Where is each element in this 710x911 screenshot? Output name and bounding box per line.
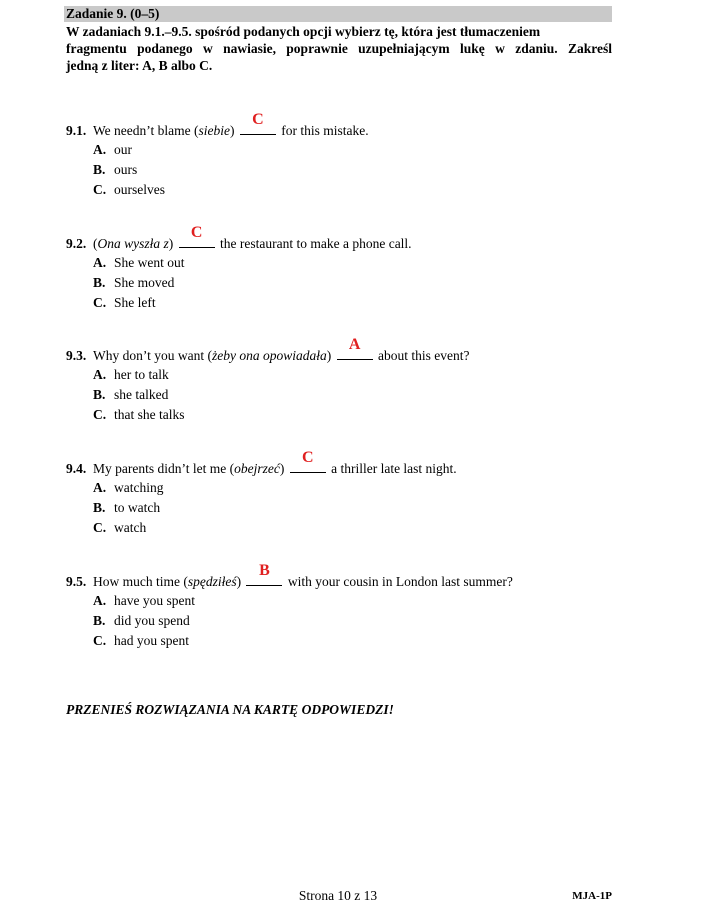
handwritten-answer: C: [252, 111, 264, 128]
option-text: had you spent: [114, 633, 189, 648]
option-letter: A.: [93, 142, 107, 157]
option-letter: B.: [93, 162, 106, 177]
option-text: have you spent: [114, 593, 195, 608]
option-text: that she talks: [114, 407, 185, 422]
option-a[interactable]: [93, 591, 626, 611]
answer-gap[interactable]: [290, 449, 326, 473]
transfer-answers-note: PRZENIEŚ ROZWIĄZANIA NA KARTĘ ODPOWIEDZI!: [66, 702, 394, 717]
option-a[interactable]: [93, 478, 626, 498]
question-number: 9.3.: [66, 348, 87, 363]
option-letter: A.: [93, 480, 107, 495]
instructions-line: W zadaniach 9.1.–9.5. spośród podanych opcji wybierz tę, która jest tłumaczeniem: [66, 24, 541, 39]
option-a[interactable]: [93, 140, 626, 160]
option-text: to watch: [114, 500, 161, 515]
option-letter: C.: [93, 295, 107, 310]
option-letter: C.: [93, 633, 107, 648]
option-c[interactable]: [93, 293, 626, 313]
stem-text: for this mistake.: [281, 123, 369, 138]
polish-hint: spędziłeś: [187, 574, 237, 589]
question-stem: [66, 449, 626, 478]
option-c[interactable]: [93, 631, 626, 651]
instructions-line: jedną z liter: A, B albo C.: [66, 58, 213, 73]
question-number: 9.1.: [66, 123, 87, 138]
question-9-2: [66, 224, 626, 313]
option-letter: B.: [93, 500, 106, 515]
task-title: Zadanie 9. (0–5): [66, 6, 160, 21]
stem-text: ): [326, 348, 332, 363]
polish-hint: Ona wyszła z: [97, 236, 169, 251]
option-letter: B.: [93, 613, 106, 628]
option-a[interactable]: [93, 253, 626, 273]
stem-text: My parents didn’t let me (: [93, 461, 235, 476]
option-b[interactable]: [93, 160, 626, 180]
stem-text: the restaurant to make a phone call.: [220, 236, 412, 251]
option-text: ourselves: [114, 182, 165, 197]
question-number: 9.2.: [66, 236, 87, 251]
stem-text: ): [230, 123, 235, 138]
question-number: 9.5.: [66, 574, 87, 589]
polish-hint: siebie: [198, 123, 230, 138]
option-text: she talked: [114, 387, 169, 402]
exam-code: MJA-1P: [572, 890, 612, 902]
instructions-line: fragmentu podanego w nawiasie, poprawnie uzupełniającym lukę w zdaniu. Zakreśl: [66, 41, 612, 56]
task-instructions: [66, 23, 612, 74]
option-a[interactable]: [93, 365, 626, 385]
option-text: ours: [114, 162, 138, 177]
option-text: She left: [114, 295, 156, 310]
option-text: her to talk: [114, 367, 169, 382]
stem-text: with your cousin in London last summer?: [287, 574, 513, 589]
option-c[interactable]: [93, 405, 626, 425]
option-letter: C.: [93, 520, 107, 535]
stem-text: a thriller late last night.: [331, 461, 457, 476]
option-b[interactable]: [93, 273, 626, 293]
option-text: She moved: [114, 275, 175, 290]
option-text: She went out: [114, 255, 185, 270]
polish-hint: żeby ona opowiadała: [211, 348, 327, 363]
option-letter: B.: [93, 275, 106, 290]
option-b[interactable]: [93, 385, 626, 405]
option-letter: A.: [93, 255, 107, 270]
question-9-4: [66, 449, 626, 538]
handwritten-answer: C: [190, 224, 203, 241]
option-text: our: [114, 142, 132, 157]
question-9-1: [66, 111, 626, 200]
polish-hint: obejrzeć: [234, 461, 280, 476]
question-9-3: [66, 336, 626, 425]
question-stem: [66, 336, 626, 365]
option-letter: B.: [93, 387, 106, 402]
stem-text: We needn’t blame (: [93, 123, 199, 138]
answer-gap[interactable]: [337, 336, 373, 360]
option-letter: A.: [93, 367, 107, 382]
handwritten-answer: A: [348, 336, 361, 353]
option-b[interactable]: [93, 498, 626, 518]
stem-text: about this event?: [377, 348, 470, 363]
answer-gap[interactable]: [240, 111, 276, 135]
option-letter: C.: [93, 407, 107, 422]
question-stem: [66, 562, 626, 591]
stem-text: How much time (: [93, 574, 188, 589]
option-text: did you spend: [114, 613, 190, 628]
option-letter: A.: [93, 593, 107, 608]
option-b[interactable]: [93, 611, 626, 631]
handwritten-answer: B: [259, 562, 270, 579]
option-letter: C.: [93, 182, 107, 197]
page-number: Strona 10 z 13: [298, 888, 378, 903]
option-c[interactable]: [93, 180, 626, 200]
stem-text: ): [236, 574, 242, 589]
question-stem: [66, 111, 626, 140]
question-stem: [66, 224, 626, 253]
answer-gap[interactable]: [246, 562, 282, 586]
stem-text: ): [168, 236, 174, 251]
stem-text: ): [279, 461, 285, 476]
stem-text: Why don’t you want (: [93, 348, 212, 363]
option-c[interactable]: [93, 518, 626, 538]
question-9-5: [66, 562, 626, 651]
handwritten-answer: C: [301, 449, 314, 466]
answer-gap[interactable]: [179, 224, 215, 248]
stem-text: (: [93, 236, 98, 251]
option-text: watch: [114, 520, 147, 535]
question-number: 9.4.: [66, 461, 87, 476]
option-text: watching: [114, 480, 164, 495]
